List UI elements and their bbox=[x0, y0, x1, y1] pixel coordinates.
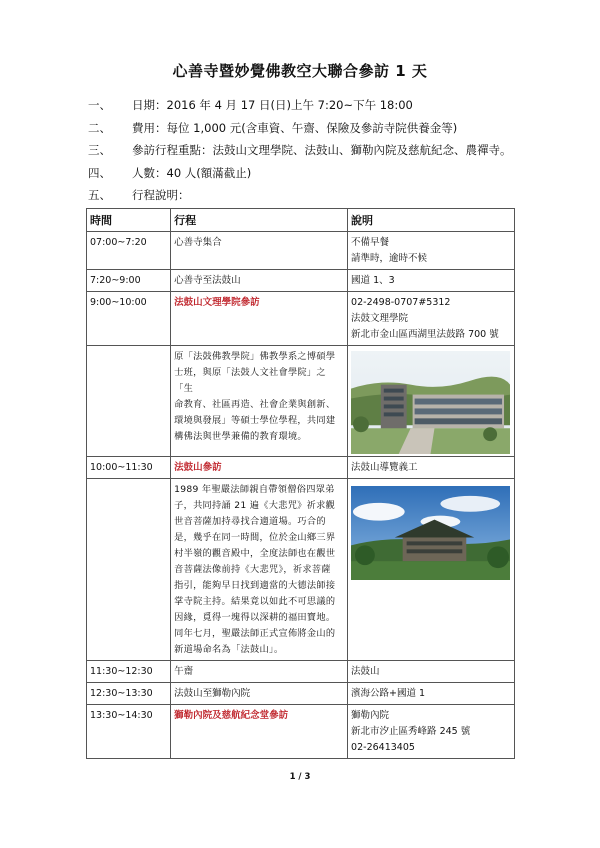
itinerary-cell: 心善寺集合 bbox=[171, 232, 348, 270]
time-cell: 9:00~10:00 bbox=[87, 292, 171, 346]
info-item-date bbox=[88, 94, 512, 117]
header-note: 說明 bbox=[348, 209, 515, 232]
itinerary-cell: 法鼓山文理學院參訪 bbox=[171, 292, 348, 346]
desc-line: 構佛法與世學兼備的教育環境。 bbox=[174, 431, 307, 442]
table-row bbox=[87, 683, 515, 705]
document-title: 心善寺暨妙覺佛教空大聯合參訪 1 天 bbox=[172, 62, 428, 80]
time-cell: 13:30~14:30 bbox=[87, 705, 171, 759]
info-item-capacity bbox=[88, 162, 512, 185]
item-number: 五、 bbox=[88, 188, 111, 203]
item-number: 三、 bbox=[88, 143, 111, 158]
desc-line: 環境與發展」等碩士學位學程，共同建 bbox=[174, 415, 336, 426]
info-item-fee bbox=[88, 117, 512, 140]
table-row bbox=[87, 232, 515, 270]
desc-line: 指引，能夠早日找到適當的大德法師接 bbox=[174, 580, 336, 591]
item-text: 日期：2016 年 4 月 17 日(日)上午 7:20~下午 18:00 bbox=[132, 98, 413, 113]
desc-line: 同年七月，聖嚴法師正式宣佈將金山的 bbox=[174, 628, 336, 639]
item-number: 四、 bbox=[88, 165, 111, 180]
time-cell: 12:30~13:30 bbox=[87, 683, 171, 705]
description-cell bbox=[171, 479, 348, 661]
item-text: 人數：40 人(額滿截止) bbox=[132, 165, 252, 180]
note-cell bbox=[348, 232, 515, 270]
photo-cell bbox=[348, 346, 515, 457]
desc-line: 原「法鼓佛教學院」佛教學系之博碩學 bbox=[174, 351, 336, 362]
table-row-detail bbox=[87, 479, 515, 661]
note-line: 02-2498-0707#5312 bbox=[351, 297, 451, 308]
item-text: 參訪行程重點：法鼓山文理學院、法鼓山、獅勒內院及慈航紀念、農禪寺。 bbox=[132, 143, 512, 158]
note-line: 法鼓文理學院 bbox=[351, 313, 409, 324]
desc-line: 是，幾乎在同一時間，位於金山鄉三界 bbox=[174, 532, 336, 543]
note-cell bbox=[348, 661, 515, 683]
note-cell bbox=[348, 292, 515, 346]
desc-line: 士班，與原「法鼓人文社會學院」之「生 bbox=[174, 367, 326, 394]
header-time: 時間 bbox=[87, 209, 171, 232]
desc-line: 掌寺院主持。結果竟以如此不可思議的 bbox=[174, 596, 336, 607]
item-number: 二、 bbox=[88, 120, 111, 135]
desc-line: 世音菩薩加持尋找合適道場。巧合的 bbox=[174, 516, 326, 527]
note-line: 國道 1、3 bbox=[351, 275, 395, 286]
page-number: 1 / 3 bbox=[289, 772, 311, 782]
table-row bbox=[87, 457, 515, 479]
table-row bbox=[87, 270, 515, 292]
note-line: 獅勒內院 bbox=[351, 710, 390, 721]
note-line: 新北市汐止區秀峰路 245 號 bbox=[351, 726, 471, 737]
empty-cell bbox=[87, 346, 171, 457]
itinerary-cell: 法鼓山至獅勒內院 bbox=[171, 683, 348, 705]
note-line: 02-26413405 bbox=[351, 742, 415, 753]
info-list bbox=[88, 94, 512, 207]
desc-line: 音菩薩法像前持《大悲咒》，祈求菩薩 bbox=[174, 564, 331, 575]
note-line: 請準時，逾時不候 bbox=[351, 253, 428, 264]
time-cell: 7:20~9:00 bbox=[87, 270, 171, 292]
note-cell bbox=[348, 705, 515, 759]
desc-line: 命教育、社區再造、社會企業與創新、 bbox=[174, 399, 336, 410]
photo-cell bbox=[348, 479, 515, 661]
desc-line: 1989 年聖嚴法師親自帶領僧俗四眾弟 bbox=[174, 484, 335, 495]
item-text: 費用：每位 1,000 元(含車資、午齋、保險及參訪寺院供養金等) bbox=[132, 120, 458, 135]
schedule-table bbox=[86, 208, 515, 759]
table-header-row bbox=[87, 209, 515, 232]
item-text: 行程說明： bbox=[132, 188, 190, 203]
desc-line: 新道場命名為「法鼓山」。 bbox=[174, 644, 284, 655]
table-row bbox=[87, 661, 515, 683]
itinerary-cell: 法鼓山參訪 bbox=[171, 457, 348, 479]
desc-line: 子，共同持誦 21 遍《大悲咒》祈求觀 bbox=[174, 500, 336, 511]
info-item-highlights bbox=[88, 139, 512, 162]
note-line: 法鼓山導覽義工 bbox=[351, 462, 418, 473]
note-cell bbox=[348, 457, 515, 479]
note-cell bbox=[348, 683, 515, 705]
time-cell: 11:30~12:30 bbox=[87, 661, 171, 683]
table-row bbox=[87, 705, 515, 759]
empty-cell bbox=[87, 479, 171, 661]
temple-building-photo bbox=[351, 486, 510, 580]
table-row bbox=[87, 292, 515, 346]
note-line: 新北市金山區西湖里法鼓路 700 號 bbox=[351, 329, 499, 340]
table-row-detail bbox=[87, 346, 515, 457]
college-building-photo bbox=[351, 351, 510, 454]
description-cell bbox=[171, 346, 348, 457]
info-item-itinerary bbox=[88, 184, 512, 207]
desc-line: 因緣，覓得一塊得以深耕的福田寶地。 bbox=[174, 612, 336, 623]
note-line: 不備早餐 bbox=[351, 237, 390, 248]
itinerary-cell: 午齋 bbox=[171, 661, 348, 683]
note-line: 濱海公路+國道 1 bbox=[351, 688, 426, 699]
item-number: 一、 bbox=[88, 98, 111, 113]
note-line: 法鼓山 bbox=[351, 666, 380, 677]
note-cell bbox=[348, 270, 515, 292]
itinerary-cell: 獅勒內院及慈航紀念堂參訪 bbox=[171, 705, 348, 759]
desc-line: 村半嶺的觀音殿中，全度法師也在觀世 bbox=[174, 548, 336, 559]
header-itinerary: 行程 bbox=[171, 209, 348, 232]
time-cell: 07:00~7:20 bbox=[87, 232, 171, 270]
itinerary-cell: 心善寺至法鼓山 bbox=[171, 270, 348, 292]
time-cell: 10:00~11:30 bbox=[87, 457, 171, 479]
